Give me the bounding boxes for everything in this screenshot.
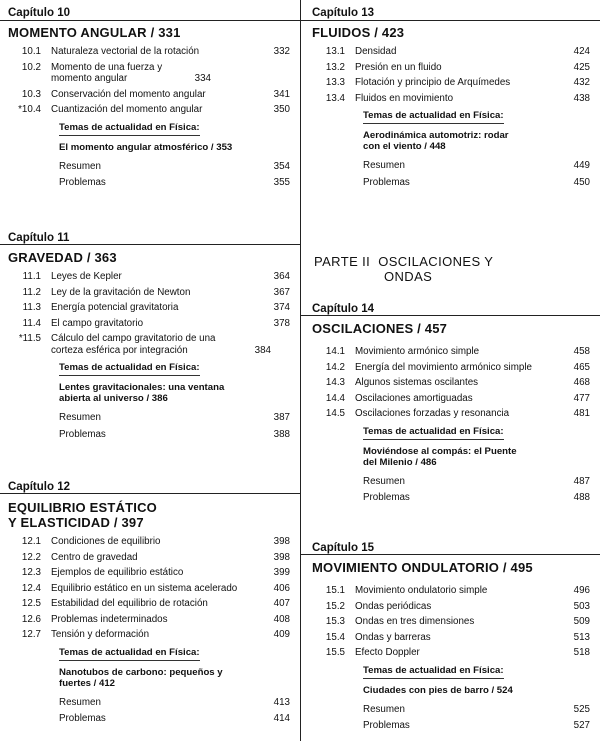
section-entry <box>8 629 290 641</box>
temas-title: Ciudades con pies de barro / 524 <box>363 684 513 696</box>
chapter-title-line: EQUILIBRIO ESTÁTICO <box>8 500 157 515</box>
section-page: 408 <box>273 613 290 625</box>
section-page: 398 <box>273 551 290 563</box>
section-entry <box>312 346 590 358</box>
section-page: 481 <box>573 408 590 419</box>
resumen-page: 413 <box>273 696 290 708</box>
section-entry <box>8 46 290 58</box>
problemas-entry <box>312 177 590 189</box>
section-entry <box>8 333 290 356</box>
problemas-label: Problemas <box>363 176 410 188</box>
section-number: 12.3 <box>21 567 41 578</box>
problemas-entry <box>312 720 590 732</box>
section-entry <box>312 585 590 597</box>
resumen-label: Resumen <box>59 160 101 172</box>
section-number: 15.4 <box>325 631 345 643</box>
section-title: Movimiento armónico simple <box>355 346 480 357</box>
temas-heading: Temas de actualidad en Física: <box>59 362 200 376</box>
section-entry <box>312 62 590 74</box>
section-title: Movimiento ondulatorio simple <box>355 585 488 596</box>
section-title: Cuantización del momento angular <box>51 104 203 115</box>
section-entry <box>8 104 290 116</box>
temas-box <box>363 426 590 468</box>
chapter-title-line: Y ELASTICIDAD / 397 <box>8 515 144 530</box>
section-title: Ondas periódicas <box>355 600 432 612</box>
section-number: 13.4 <box>325 92 345 104</box>
section-page: 384 <box>254 344 271 356</box>
section-title: Problemas indeterminados <box>51 613 168 625</box>
section-title: Estabilidad del equilibrio de rotación <box>51 598 208 609</box>
temas-box <box>363 110 590 152</box>
problemas-entry <box>8 429 290 441</box>
section-entry <box>8 614 290 626</box>
section-page: 406 <box>273 582 290 594</box>
section-number: 12.4 <box>21 582 41 594</box>
resumen-entry <box>8 697 290 709</box>
temas-heading: Temas de actualidad en Física: <box>363 110 504 124</box>
temas-box <box>59 647 290 689</box>
resumen-label: Resumen <box>363 703 405 715</box>
section-number: 14.5 <box>325 408 345 419</box>
section-title: Energía potencial gravitatoria <box>51 302 179 313</box>
chapter-label: Capítulo 14 <box>312 303 374 315</box>
section-page: 477 <box>573 392 590 404</box>
problemas-entry <box>8 177 290 189</box>
temas-heading: Temas de actualidad en Física: <box>363 665 504 679</box>
section-entry <box>8 318 290 330</box>
resumen-entry <box>8 161 290 173</box>
resumen-label: Resumen <box>59 696 101 708</box>
section-entry <box>8 536 290 548</box>
section-entry <box>312 408 590 420</box>
problemas-page: 527 <box>573 720 590 731</box>
chapter-title <box>8 500 290 530</box>
section-number: 11.1 <box>22 271 41 282</box>
temas-title: Moviéndose al compás: el Puente del Milenio / 486 <box>363 445 517 468</box>
section-title: Energía del movimiento armónico simple <box>355 361 532 373</box>
section-entry <box>312 46 590 58</box>
section-title: Oscilaciones forzadas y resonancia <box>355 408 510 419</box>
chapter-label: Capítulo 15 <box>312 542 374 554</box>
temas-title: El momento angular atmosférico / 353 <box>59 141 233 153</box>
section-entry <box>312 616 590 628</box>
temas-title: Lentes gravitacionales: una ventana abierta al universo / 386 <box>59 382 225 404</box>
section-page: 503 <box>573 600 590 612</box>
section-page: 432 <box>573 77 590 88</box>
section-title: Ejemplos de equilibrio estático <box>51 567 184 578</box>
section-number: 14.2 <box>325 361 345 373</box>
temas-heading: Temas de actualidad en Física: <box>59 122 200 136</box>
section-page: 424 <box>573 46 590 57</box>
section-number: *10.4 <box>18 104 41 115</box>
problemas-page: 450 <box>573 176 590 188</box>
section-number: 12.2 <box>21 551 41 563</box>
section-title: El campo gravitatorio <box>51 317 144 329</box>
problemas-page: 355 <box>273 177 290 188</box>
section-list <box>8 536 290 641</box>
section-entry <box>8 62 290 85</box>
section-list <box>8 271 290 356</box>
temas-title: Nanotubos de carbono: pequeños y fuertes / 412 <box>59 666 223 689</box>
section-number: *11.5 <box>18 333 41 344</box>
column-divider <box>300 0 301 741</box>
section-entry <box>8 89 290 101</box>
chapter-tail <box>8 161 290 189</box>
section-title: Tensión y deformación <box>51 629 150 640</box>
section-title: Centro de gravedad <box>51 551 138 563</box>
section-list <box>312 46 590 104</box>
chapter-title: MOVIMIENTO ONDULATORIO / 495 <box>312 560 533 575</box>
section-title: Cálculo del campo gravitatorio de una corteza esférica por integración <box>51 333 216 356</box>
temas-box <box>363 665 590 696</box>
section-page: 407 <box>273 598 290 609</box>
section-page: 378 <box>273 317 290 329</box>
section-number: 12.1 <box>21 536 41 547</box>
problemas-label: Problemas <box>363 492 410 503</box>
chapter-label: Capítulo 12 <box>8 481 70 493</box>
section-title: Equilibrio estático en un sistema acelerado <box>51 582 238 594</box>
section-page: 367 <box>273 286 290 298</box>
chapter-14 <box>312 302 590 509</box>
problemas-page: 388 <box>273 428 290 440</box>
section-title: Leyes de Kepler <box>51 271 122 282</box>
section-entry <box>312 647 590 659</box>
section-entry <box>8 271 290 283</box>
section-title: Momento de una fuerza y momento angular <box>51 61 163 84</box>
problemas-page: 488 <box>573 492 590 503</box>
section-entry <box>8 287 290 299</box>
section-number: 10.1 <box>21 46 41 57</box>
section-number: 11.4 <box>22 317 41 329</box>
section-number: 12.6 <box>21 613 41 625</box>
temas-box <box>59 122 290 153</box>
section-title: Flotación y principio de Arquímedes <box>355 77 511 88</box>
section-number: 15.1 <box>325 585 345 596</box>
section-number: 14.1 <box>325 346 345 357</box>
section-title: Ondas y barreras <box>355 631 431 643</box>
section-title: Efecto Doppler <box>355 647 420 658</box>
section-entry <box>312 93 590 105</box>
section-number: 12.7 <box>21 629 41 640</box>
section-page: 334 <box>194 73 211 84</box>
section-title: Densidad <box>355 46 397 57</box>
chapter-label: Capítulo 10 <box>8 7 70 19</box>
chapter-10 <box>8 6 290 194</box>
section-number: 10.3 <box>21 88 41 100</box>
section-page: 374 <box>273 302 290 313</box>
section-page: 409 <box>273 629 290 640</box>
resumen-entry <box>312 704 590 716</box>
section-entry <box>8 598 290 610</box>
problemas-page: 414 <box>273 713 290 724</box>
resumen-page: 354 <box>273 160 290 172</box>
resumen-entry <box>8 412 290 424</box>
section-page: 350 <box>273 104 290 115</box>
section-entry <box>312 362 590 374</box>
section-entry <box>312 377 590 389</box>
chapter-tail <box>8 697 290 725</box>
section-number: 13.3 <box>325 77 345 88</box>
chapter-12 <box>8 480 290 730</box>
temas-title: Aerodinámica automotriz: rodar con el viento / 448 <box>363 130 509 152</box>
section-entry <box>8 583 290 595</box>
section-entry <box>312 632 590 644</box>
resumen-page: 487 <box>573 475 590 487</box>
section-number: 15.2 <box>325 600 345 612</box>
resumen-entry <box>312 476 590 488</box>
chapter-tail <box>312 160 590 188</box>
section-page: 438 <box>573 92 590 104</box>
section-number: 11.3 <box>22 302 41 313</box>
chapter-title: FLUIDOS / 423 <box>312 25 405 40</box>
section-number: 12.5 <box>21 598 41 609</box>
problemas-entry <box>8 713 290 725</box>
chapter-label: Capítulo 13 <box>312 7 374 19</box>
chapter-tail <box>312 476 590 504</box>
temas-heading: Temas de actualidad en Física: <box>59 647 200 661</box>
chapter-label: Capítulo 11 <box>8 232 70 244</box>
section-page: 465 <box>573 361 590 373</box>
chapter-tail <box>312 704 590 732</box>
section-entry <box>312 77 590 89</box>
resumen-page: 525 <box>573 703 590 715</box>
resumen-page: 387 <box>273 412 290 423</box>
section-number: 14.3 <box>325 377 345 388</box>
temas-heading: Temas de actualidad en Física: <box>363 426 504 440</box>
section-entry <box>8 302 290 314</box>
section-entry <box>8 567 290 579</box>
section-title: Ley de la gravitación de Newton <box>51 286 191 298</box>
section-title: Presión en un fluido <box>355 61 442 73</box>
temas-box <box>59 362 290 404</box>
problemas-label: Problemas <box>59 428 106 440</box>
resumen-page: 449 <box>573 160 590 171</box>
problemas-entry <box>312 492 590 504</box>
section-title: Ondas en tres dimensiones <box>355 616 475 627</box>
part-heading <box>314 254 584 284</box>
problemas-label: Problemas <box>363 720 410 731</box>
chapter-13 <box>312 6 590 193</box>
resumen-label: Resumen <box>363 160 405 171</box>
section-title: Algunos sistemas oscilantes <box>355 377 479 388</box>
section-number: 11.2 <box>22 286 41 298</box>
resumen-label: Resumen <box>363 475 405 487</box>
section-list <box>312 585 590 659</box>
section-page: 398 <box>273 536 290 547</box>
section-list <box>312 346 590 420</box>
problemas-label: Problemas <box>59 177 106 188</box>
section-page: 513 <box>573 631 590 643</box>
section-page: 468 <box>573 377 590 388</box>
section-page: 364 <box>273 271 290 282</box>
section-entry <box>8 552 290 564</box>
part-heading-line: PARTE II OSCILACIONES Y <box>314 254 494 269</box>
section-page: 399 <box>273 567 290 578</box>
section-title: Conservación del momento angular <box>51 88 206 100</box>
section-page: 496 <box>573 585 590 596</box>
chapter-title: GRAVEDAD / 363 <box>8 250 117 265</box>
resumen-label: Resumen <box>59 412 101 423</box>
section-list <box>8 46 290 116</box>
part-heading-line: ONDAS <box>384 269 433 284</box>
chapter-15 <box>312 541 590 737</box>
resumen-entry <box>312 160 590 172</box>
section-number: 14.4 <box>325 392 345 404</box>
section-number: 15.3 <box>325 616 345 627</box>
section-title: Oscilaciones amortiguadas <box>355 392 473 404</box>
section-number: 10.2 <box>21 61 41 73</box>
section-page: 425 <box>573 61 590 73</box>
section-page: 332 <box>273 46 290 57</box>
section-title: Fluidos en movimiento <box>355 92 454 104</box>
chapter-title: OSCILACIONES / 457 <box>312 321 448 336</box>
section-page: 341 <box>273 88 290 100</box>
problemas-label: Problemas <box>59 713 106 724</box>
section-number: 13.2 <box>325 61 345 73</box>
chapter-tail <box>8 412 290 440</box>
section-number: 15.5 <box>325 647 345 658</box>
chapter-title: MOMENTO ANGULAR / 331 <box>8 25 181 40</box>
section-number: 13.1 <box>325 46 345 57</box>
section-page: 509 <box>573 616 590 627</box>
section-title: Condiciones de equilibrio <box>51 536 161 547</box>
chapter-11 <box>8 231 290 445</box>
section-page: 458 <box>573 346 590 357</box>
section-page: 518 <box>573 647 590 658</box>
section-entry <box>312 393 590 405</box>
section-entry <box>312 601 590 613</box>
section-title: Naturaleza vectorial de la rotación <box>51 46 200 57</box>
